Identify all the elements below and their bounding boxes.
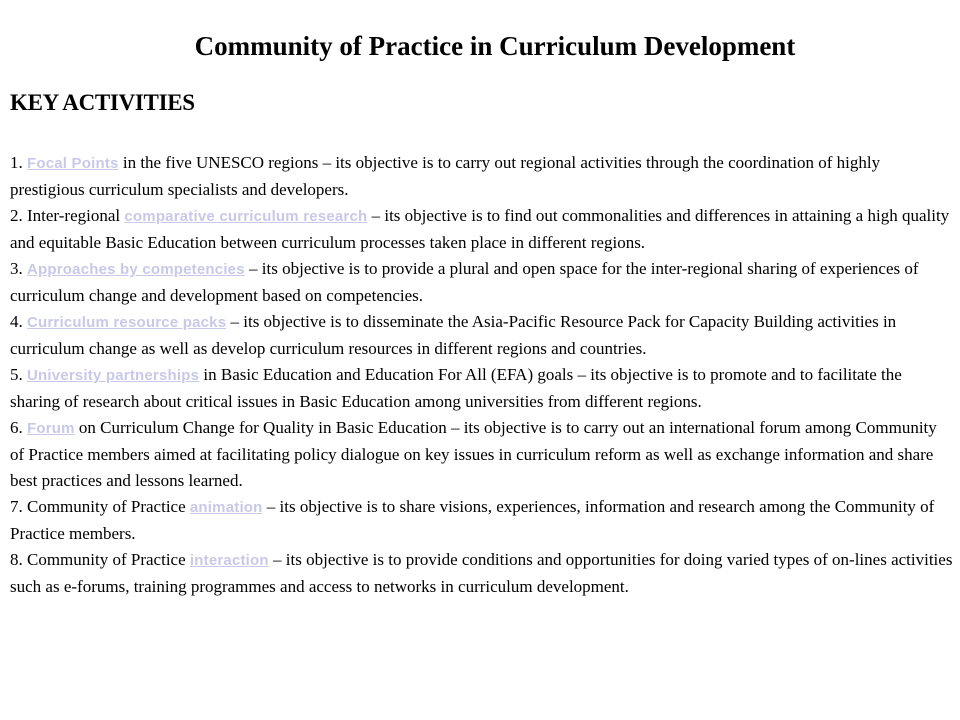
university-partnerships-link[interactable]: University partnerships (27, 367, 200, 384)
item-text-pre: 1. (10, 153, 27, 172)
item-text-pre: 5. (10, 365, 27, 384)
item-text-pre: 2. Inter-regional (10, 206, 125, 225)
list-item-8 (10, 547, 955, 600)
curriculum-resource-packs-link[interactable]: Curriculum resource packs (27, 314, 227, 331)
section-heading: KEY ACTIVITIES (10, 90, 195, 115)
list-item-5 (10, 362, 955, 415)
approaches-by-competencies-link[interactable]: Approaches by competencies (27, 261, 245, 278)
item-text-pre: 7. Community of Practice (10, 497, 190, 516)
item-text-pre: 8. Community of Practice (10, 550, 190, 569)
item-text-pre: 4. (10, 312, 27, 331)
comparative-curriculum-research-link[interactable]: comparative curriculum research (124, 208, 368, 225)
list-item-2 (10, 203, 955, 256)
item-text-post: – its objective is to provide a plural and open space for the inter-regional sharing of experiences of curriculum change and development based on competencies. (10, 259, 919, 305)
list-item-6 (10, 415, 955, 494)
animation-link[interactable]: animation (189, 499, 263, 516)
page-title: Community of Practice in Curriculum Development (194, 31, 796, 61)
item-text-post: on Curriculum Change for Quality in Basic Education – its objective is to carry out an international forum among Community of Practice members aimed at facilitating policy dialogue on key issues in curriculum reform as well as exchange information and share best practices and lessons learned. (10, 418, 937, 490)
item-text-post: in Basic Education and Education For All (EFA) goals – its objective is to promote and to facilitate the sharing of research about critical issues in Basic Education among universities from different regions. (10, 365, 902, 411)
list-item-4 (10, 309, 955, 362)
list-item-3 (10, 256, 955, 309)
list-item-7 (10, 494, 955, 547)
item-text-post: in the five UNESCO regions – its objective is to carry out regional activities through the coordination of highly prestigious curriculum specialists and developers. (10, 153, 881, 199)
interaction-link[interactable]: interaction (189, 552, 269, 569)
forum-link[interactable]: Forum (27, 420, 75, 437)
activities-list (10, 150, 955, 600)
item-text-pre: 3. (10, 259, 27, 278)
item-text-post: – its objective is to disseminate the Asia-Pacific Resource Pack for Capacity Building activities in curriculum change as well as develop curriculum resources in different regions and countries. (10, 312, 897, 358)
item-text-post: – its objective is to find out commonalities and differences in attaining a high quality and equitable Basic Education between curriculum processes taken place in different regions. (10, 206, 950, 252)
list-item-1 (10, 150, 955, 203)
item-text-pre: 6. (10, 418, 27, 437)
item-text-post: – its objective is to share visions, experiences, information and research among the Community of Practice members. (10, 497, 935, 543)
item-text-post: – its objective is to provide conditions and opportunities for doing varied types of on-lines activities such as e-forums, training programmes and access to networks in curriculum development. (10, 550, 953, 596)
focal-points-link[interactable]: Focal Points (27, 155, 119, 172)
